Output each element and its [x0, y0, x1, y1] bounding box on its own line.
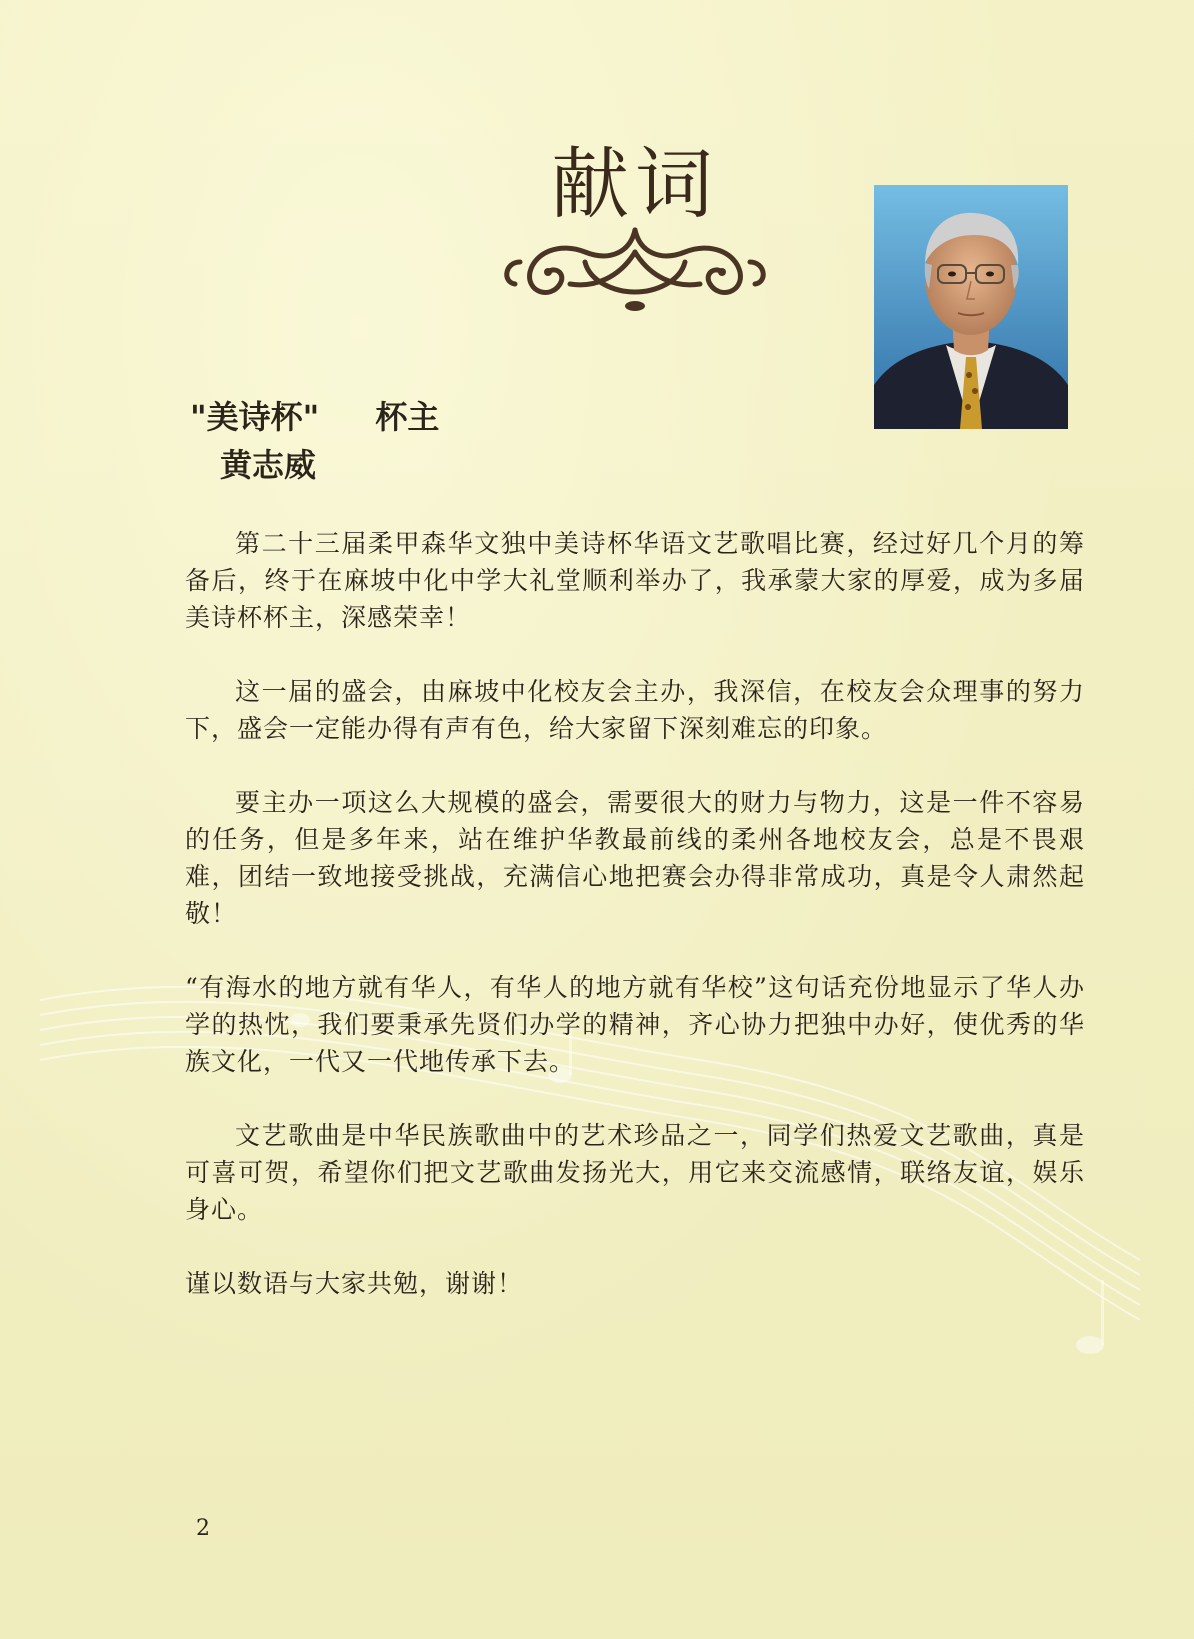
paragraph: 文艺歌曲是中华民族歌曲中的艺术珍品之一，同学们热爱文艺歌曲，真是可喜可贺，希望你们把文艺歌曲发扬光大，用它来交流感情，联络友谊，娱乐身心。	[185, 1121, 1085, 1224]
scroll-ornament-icon	[490, 222, 780, 312]
paragraph: 第二十三届柔甲森华文独中美诗杯华语文艺歌唱比赛，经过好几个月的筹备后，终于在麻坡中化中学大礼堂顺利举办了，我承蒙大家的厚爱，成为多届美诗杯杯主，深感荣幸！	[185, 529, 1085, 632]
title-block	[490, 140, 780, 310]
paragraph: “有海水的地方就有华人，有华人的地方就有华校”这句话充份地显示了华人办学的热忱，我们要秉承先贤们办学的精神，齐心协力把独中办好，使优秀的华族文化，一代又一代地传承下去。	[185, 973, 1085, 1076]
article-body	[185, 525, 1085, 1302]
paragraph: 这一届的盛会，由麻坡中化校友会主办，我深信，在校友会众理事的努力下，盛会一定能办得有声有色，给大家留下深刻难忘的印象。	[185, 677, 1085, 743]
byline	[190, 393, 439, 489]
portrait-image	[874, 185, 1068, 429]
byline-title-row	[190, 393, 439, 441]
cup-role: 杯主	[375, 398, 440, 436]
page-number: 2	[196, 1516, 210, 1541]
page-title: 献词	[550, 140, 719, 230]
paragraph: 要主办一项这么大规模的盛会，需要很大的财力与物力，这是一件不容易的任务，但是多年来，站在维护华教最前线的柔州各地校友会，总是不畏艰难，团结一致地接受挑战，充满信心地把赛会办得非常成功，真是令人肃然起敬！	[185, 788, 1085, 928]
cup-name: "美诗杯"	[190, 398, 320, 436]
portrait-photo	[874, 185, 1068, 429]
closing-line: 谨以数语与大家共勉，谢谢！	[185, 1269, 524, 1298]
author-name: 黄志威	[220, 446, 317, 484]
